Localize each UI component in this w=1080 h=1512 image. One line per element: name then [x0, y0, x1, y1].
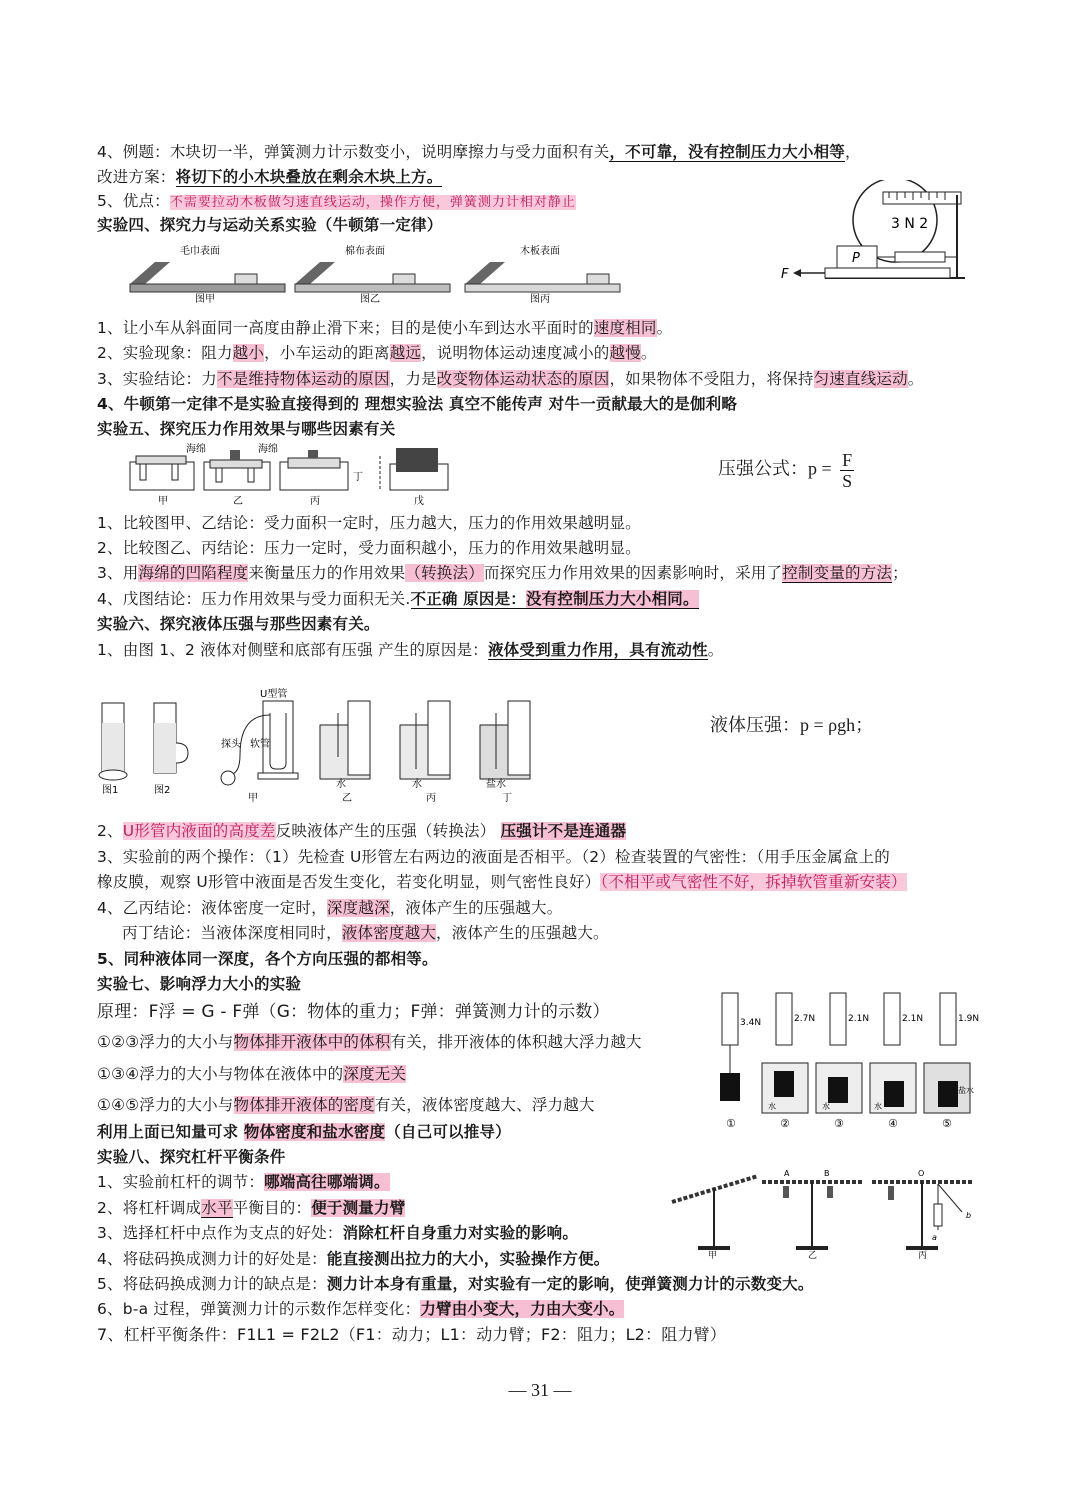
text: 4、例题：木块切一半，弹簧测力计示数变小，说明摩擦力与受力面积有关 [97, 143, 610, 161]
point-label: B [824, 1169, 830, 1178]
highlight-text: 深度无关 [343, 1065, 407, 1083]
text: 有关，液体密度越大、浮力越大 [374, 1096, 595, 1114]
force-label: F [781, 267, 789, 282]
emphasis-text: 能直接测出拉力的大小，实验操作方便。 [326, 1250, 610, 1268]
text: ，说明物体运动速度减小的 [421, 344, 610, 362]
highlight-text: （转换法） [405, 564, 484, 582]
spring-scale-ruler [883, 192, 961, 204]
scale-reading: 3.4N [740, 1018, 762, 1028]
fluid-label: 水 [822, 1102, 830, 1111]
highlight-text: 压强计不是连通器 [500, 822, 627, 840]
setup-number: ③ [834, 1117, 844, 1130]
setup-bing [280, 450, 363, 507]
cylinder-2 [154, 703, 188, 796]
scale-reading: 2.1N [902, 1014, 924, 1024]
u-tube-label: U型管 [260, 689, 288, 700]
figure-caption: 图乙 [360, 294, 380, 305]
text: 2、将杠杆调成 [97, 1199, 202, 1217]
highlight-text: 不需要拉动木板做匀速直线运动，操作方便，弹簧测力计相对静止 [169, 195, 576, 210]
line-newton-1 [97, 317, 672, 339]
line-lever-1 [97, 1171, 390, 1193]
text: 反映液体产生的压强（转换法） [275, 822, 501, 840]
figure-caption: 乙 [233, 496, 243, 507]
spring-scale-reading: 3 N 2 [891, 216, 929, 232]
highlight-text: 匀速直线运动 [813, 370, 908, 388]
scale-1 [720, 993, 761, 1130]
scale-3 [816, 993, 869, 1130]
pressure-sponge-figure [128, 440, 458, 512]
sponge-label: 海绵 [186, 444, 206, 455]
sponge-label: 海绵 [258, 444, 278, 455]
newton-ramps-figure [125, 240, 625, 308]
text: 3、用 [97, 564, 139, 582]
highlight-text: 哪端高往哪端调。 [264, 1173, 390, 1191]
text: 。 [656, 319, 673, 337]
text: ，液体产生的压强越大。 [436, 924, 609, 942]
highlight-text: 深度越深 [326, 899, 390, 917]
ramp-wood [465, 244, 620, 305]
figure-caption: 甲 [248, 793, 258, 804]
pressure-formula [718, 450, 854, 491]
block-label: P [852, 251, 860, 266]
setup-jia [130, 442, 206, 507]
line-liquid-5: 5、同种液体同一深度，各个方向压强的都相等。 [97, 950, 438, 968]
line-pressure-4 [97, 588, 699, 610]
u-tube-jia [221, 687, 298, 804]
text: 4、乙丙结论：液体密度一定时， [97, 899, 327, 917]
highlight-text: 力臂由小变大，力由大变小。 [420, 1300, 625, 1318]
highlight-text: 便于测量力臂 [311, 1199, 406, 1217]
highlight-text: 越小 [232, 344, 265, 362]
figure-caption: 图1 [102, 785, 119, 796]
line-improvement [97, 166, 442, 188]
u-tube-bing [400, 701, 450, 804]
line-liquid-4 [97, 897, 562, 919]
scale-2 [762, 993, 815, 1130]
figure-caption: 丙 [310, 496, 320, 507]
line-buoyancy-1 [97, 1031, 642, 1053]
figure-caption: 图丙 [530, 294, 550, 305]
formula-label: 压强公式：p = [718, 458, 832, 479]
text: 。 [907, 370, 924, 388]
line-buoyancy-3 [97, 1094, 595, 1116]
surface-label: 木板表面 [520, 246, 560, 257]
hose-label: 软管 [250, 739, 270, 750]
liquid-pressure-figure [98, 683, 558, 808]
line-liquid-4b [122, 922, 609, 944]
text: 利用上面已知量可求 [97, 1123, 244, 1141]
section-heading-5: 实验五、探究压力作用效果与哪些因素有关 [97, 420, 396, 438]
line-newton-3 [97, 368, 924, 390]
highlight-text: 物体密度和盐水密度 [243, 1123, 386, 1141]
fluid-label: 水 [768, 1102, 776, 1111]
fluid-label: 盐水 [958, 1086, 974, 1095]
text: 而探究压力作用效果的因素影响时，采用了 [483, 564, 783, 582]
emphasis-text: ，不可靠，没有控制压力大小相等 [609, 143, 845, 161]
board [825, 268, 950, 278]
setup-number: ② [780, 1117, 790, 1130]
text: ，如果物体不受阻力，将保持 [609, 370, 814, 388]
highlight-text: 海绵的凹陷程度 [138, 564, 249, 582]
spring-scale [895, 252, 945, 262]
figure-caption: 图甲 [195, 294, 215, 305]
section-heading-7: 实验七、影响浮力大小的实验 [97, 975, 302, 993]
emphasis-text: 测力计本身有重量，对实验有一定的影响，使弹簧测力计的示数变大。 [326, 1275, 814, 1293]
figure-caption: 丁 [502, 793, 512, 804]
section-heading-6: 实验六、探究液体压强与那些因素有关。 [97, 615, 380, 633]
text: 1、由图 1、2 液体对侧壁和底部有压强 产生的原因是： [97, 641, 488, 659]
text: 2、 [97, 822, 123, 840]
lever-figure [662, 1160, 987, 1260]
setup-wu [380, 448, 448, 507]
line-liquid-3: 3、实验前的两个操作：（1）先检查 U形管左右两边的液面是否相平。（2）检查装置的气密性：（用手压金属盒上的 [97, 848, 890, 866]
section-heading-8: 实验八、探究杠杆平衡条件 [97, 1148, 286, 1166]
line-example [97, 141, 861, 163]
scale-5 [924, 993, 979, 1130]
highlight-text: U形管内液面的高度差 [122, 822, 276, 840]
buoyancy-figure [712, 985, 987, 1135]
line-pressure-3 [97, 562, 908, 584]
emphasis-text: 液体受到重力作用，具有流动性 [487, 641, 708, 659]
text: （自己可以推导） [385, 1123, 511, 1141]
fraction [840, 450, 854, 491]
point-label: b [966, 1211, 972, 1220]
line-lever-3 [97, 1222, 578, 1244]
lever-formula: 7、杠杆平衡条件：F1L1 = F2L2（F1：动力；L1：动力臂；F2：阻力；L2：阻力臂） [97, 1325, 727, 1344]
buoyancy-formula: 原理：F浮 = G - F弹（G：物体的重力；F弹：弹簧测力计的示数） [97, 1002, 610, 1022]
line-lever-5 [97, 1273, 814, 1295]
highlight-text: 液体密度越大 [341, 924, 437, 942]
text: 3、选择杠杆中点作为支点的好处： [97, 1224, 343, 1242]
setup-number: ① [726, 1117, 736, 1130]
fluid-label: 水 [412, 779, 422, 790]
line-liquid-3b [97, 871, 907, 893]
lever-yi [762, 1169, 862, 1260]
u-tube-yi [320, 701, 370, 804]
fluid-label: 水 [336, 779, 346, 790]
emphasis-text: 将切下的小木块叠放在剩余木块上方。 [175, 168, 443, 186]
line-lever-6 [97, 1298, 624, 1320]
highlight-text: 越远 [389, 344, 422, 362]
line-pressure-2: 2、比较图乙、丙结论：压力一定时，受力面积越小，压力的作用效果越明显。 [97, 539, 641, 557]
text: 来衡量压力的作用效果 [248, 564, 406, 582]
highlight-text: 速度相同 [593, 319, 657, 337]
figure-caption: 乙 [808, 1251, 818, 1260]
emphasis-text: 消除杠杆自身重力对实验的影响。 [342, 1224, 579, 1242]
lever-jia [672, 1176, 758, 1260]
text: ，小车运动的距离 [264, 344, 390, 362]
line-advantage [97, 190, 576, 214]
figure-caption: 丙 [918, 1251, 928, 1260]
scale-reading: 1.9N [958, 1014, 980, 1024]
text: 4、将砝码换成测力计的好处是： [97, 1250, 327, 1268]
surface-label: 棉布表面 [345, 246, 385, 257]
highlight-text: 不是维持物体运动的原因 [216, 370, 390, 388]
setup-number: ⑤ [942, 1117, 952, 1130]
figure-caption: 戊 [414, 496, 424, 507]
point-label: A [784, 1169, 790, 1178]
setup-number: ④ [888, 1117, 898, 1130]
text: ，液体产生的压强越大。 [389, 899, 563, 917]
highlight-text: 控制变量的方法 [782, 564, 893, 582]
text: 5、将砝码换成测力计的缺点是： [97, 1275, 327, 1293]
text: 平衡目的： [232, 1199, 312, 1217]
figure-caption: 丙 [426, 793, 436, 804]
highlight-text: 物体排开液体中的体积 [233, 1033, 391, 1051]
point-label: a [932, 1233, 937, 1242]
text: 3、实验结论：力 [97, 370, 217, 388]
emphasis-text: 不正确 原因是： [410, 590, 526, 608]
setup-yi [204, 442, 278, 507]
line-newton-2 [97, 342, 657, 364]
line-buoyancy-2 [97, 1063, 406, 1085]
u-tube-ding [480, 701, 530, 804]
cylinder-1 [99, 703, 127, 796]
ramp-towel [130, 244, 285, 305]
text: ，力是 [389, 370, 437, 388]
text: ①②③浮力的大小与 [97, 1033, 234, 1051]
highlight-text: 物体排开液体的密度 [233, 1096, 375, 1114]
figure-caption: 图2 [154, 785, 171, 796]
text: 丙丁结论：当液体深度相同时， [122, 924, 342, 942]
highlight-text: （不相平或气密性不好，拆掉软管重新安装） [600, 873, 907, 891]
highlight-text: 水平 [201, 1199, 233, 1217]
text: ； [892, 564, 908, 582]
section-heading-4: 实验四、探究力与运动关系实验（牛顿第一定律） [97, 216, 443, 234]
probe-label: 探头 [221, 739, 241, 750]
figure-caption: 甲 [708, 1251, 718, 1260]
text: 6、b-a 过程，弹簧测力计的示数作怎样变化： [97, 1300, 421, 1318]
figure-caption: 甲 [158, 496, 168, 507]
text: 5、优点： [97, 192, 170, 210]
highlight-text: 改变物体运动状态的原因 [436, 370, 610, 388]
page-number: — 31 — [508, 1380, 572, 1400]
line-lever-4 [97, 1248, 609, 1270]
friction-apparatus-figure [775, 180, 970, 290]
line-newton-4: 4、牛顿第一定律不是实验直接得到的 理想实验法 真空不能传声 对牛一贡献最大的是伽利略 [97, 395, 738, 413]
scale-reading: 2.7N [794, 1014, 816, 1024]
highlight-text: 越慢 [609, 344, 641, 362]
fraction-denominator: S [842, 471, 853, 491]
text: ， [844, 143, 861, 161]
highlight-text: 没有控制压力大小相同。 [526, 590, 699, 608]
fluid-label: 水 [874, 1102, 882, 1111]
text: 1、实验前杠杆的调节： [97, 1173, 265, 1191]
scale-4 [870, 993, 923, 1130]
text: 改进方案： [97, 168, 176, 186]
text: 4、戊图结论：压力作用效果与受力面积无关. [97, 590, 411, 608]
surface-label: 毛巾表面 [180, 246, 220, 257]
ramp-cotton [295, 244, 450, 305]
text: ①③④浮力的大小与物体在液体中的 [97, 1065, 344, 1083]
text: 橡皮膜，观察 U形管中液面是否发生变化，若变化明显，则气密性良好） [97, 873, 601, 891]
line-liquid-2 [97, 820, 626, 842]
text: ①④⑤浮力的大小与 [97, 1096, 234, 1114]
text: 1、让小车从斜面同一高度由静止滑下来；目的是使小车到达水平面时的 [97, 319, 594, 337]
text: 。 [640, 344, 657, 362]
line-lever-2 [97, 1197, 405, 1219]
text: 。 [707, 641, 724, 659]
point-label: O [918, 1169, 925, 1178]
figure-caption: 乙 [342, 793, 352, 804]
lever-bing [872, 1169, 972, 1260]
fraction-numerator: F [842, 450, 853, 470]
line-liquid-1 [97, 639, 723, 661]
line-pressure-1: 1、比较图甲、乙结论：受力面积一定时，压力越大，压力的作用效果越明显。 [97, 514, 641, 532]
liquid-pressure-formula: 液体压强：p = ρgh； [710, 715, 874, 735]
scale-reading: 2.1N [848, 1014, 870, 1024]
line-buoyancy-4 [97, 1121, 511, 1143]
text: 有关，排开液体的体积越大浮力越大 [390, 1033, 642, 1051]
figure-caption: 丁 [353, 472, 363, 483]
text: 2、实验现象：阻力 [97, 344, 233, 362]
fluid-label: 盐水 [486, 779, 506, 790]
